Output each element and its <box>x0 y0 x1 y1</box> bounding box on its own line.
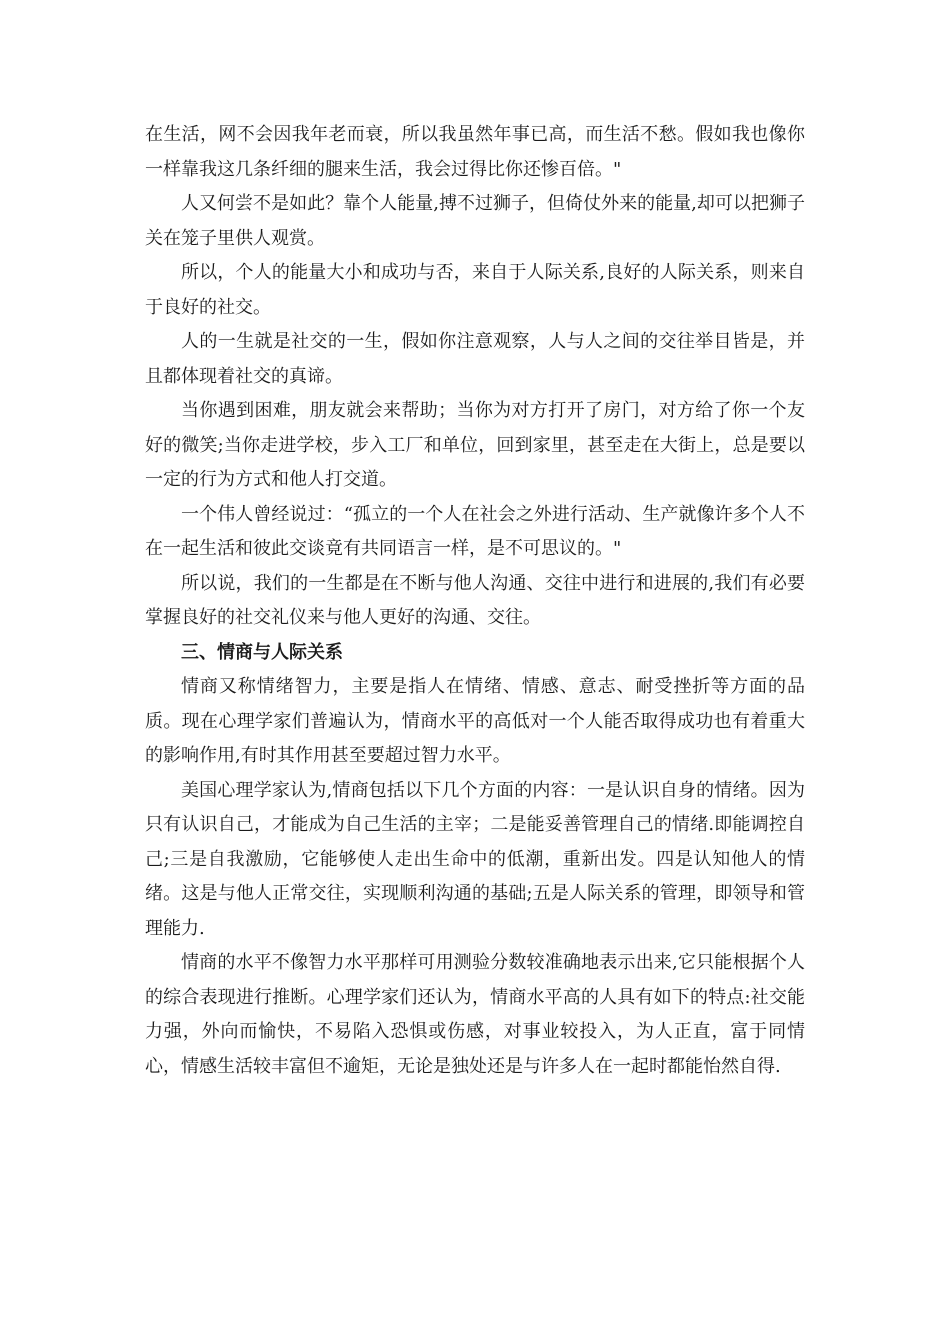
paragraph: 人的一生就是社交的一生，假如你注意观察，人与人之间的交往举目皆是，并且都体现着社交的真谛。 <box>145 331 805 387</box>
document-page <box>145 118 805 1084</box>
paragraph: 当你遇到困难，朋友就会来帮助；当你为对方打开了房门，对方给了你一个友好的微笑;当你走进学校，步入工厂和单位，回到家里，甚至走在大街上，总是要以一定的行为方式和他人打交道。 <box>145 400 805 490</box>
section-heading: 三、情商与人际关系 <box>181 641 343 663</box>
paragraph: 所以说，我们的一生都是在不断与他人沟通、交往中进行和进展的,我们有必要掌握良好的社交礼仪来与他人更好的沟通、交往。 <box>145 572 805 628</box>
paragraph: 一个伟人曾经说过：“孤立的一个人在社会之外进行活动、生产就像许多个人不在一起生活和彼此交谈竟有共同语言一样，是不可思议的。" <box>145 503 805 559</box>
paragraph: 人又何尝不是如此？靠个人能量,搏不过狮子，但倚仗外来的能量,却可以把狮子关在笼子里供人观赏。 <box>145 193 805 249</box>
paragraph: 所以，个人的能量大小和成功与否，来自于人际关系,良好的人际关系，则来自于良好的社交。 <box>145 262 805 318</box>
paragraph: 情商又称情绪智力，主要是指人在情绪、情感、意志、耐受挫折等方面的品质。现在心理学家们普遍认为，情商水平的高低对一个人能否取得成功也有着重大的影响作用,有时其作用甚至要超过智力水平。 <box>145 676 805 766</box>
paragraph-continued: 在生活，网不会因我年老而衰，所以我虽然年事已高，而生活不愁。假如我也像你一样靠我这几条纤细的腿来生活，我会过得比你还惨百倍。" <box>145 124 805 180</box>
paragraph: 美国心理学家认为,情商包括以下几个方面的内容：一是认识自身的情绪。因为只有认识自己，才能成为自己生活的主宰；二是能妥善管理自己的情绪.即能调控自己;三是自我激励，它能够使人走出生命中的低潮，重新出发。四是认知他人的情绪。这是与他人正常交往，实现顺利沟通的基础;五是人际关系的管理，即领导和管理能力. <box>145 779 805 939</box>
paragraph: 情商的水平不像智力水平那样可用测验分数较准确地表示出来,它只能根据个人的综合表现进行推断。心理学家们还认为，情商水平高的人具有如下的特点:社交能力强，外向而愉快，不易陷入恐惧或伤感，对事业较投入，为人正直，富于同情心，情感生活较丰富但不逾矩，无论是独处还是与许多人在一起时都能怡然自得. <box>145 952 805 1077</box>
